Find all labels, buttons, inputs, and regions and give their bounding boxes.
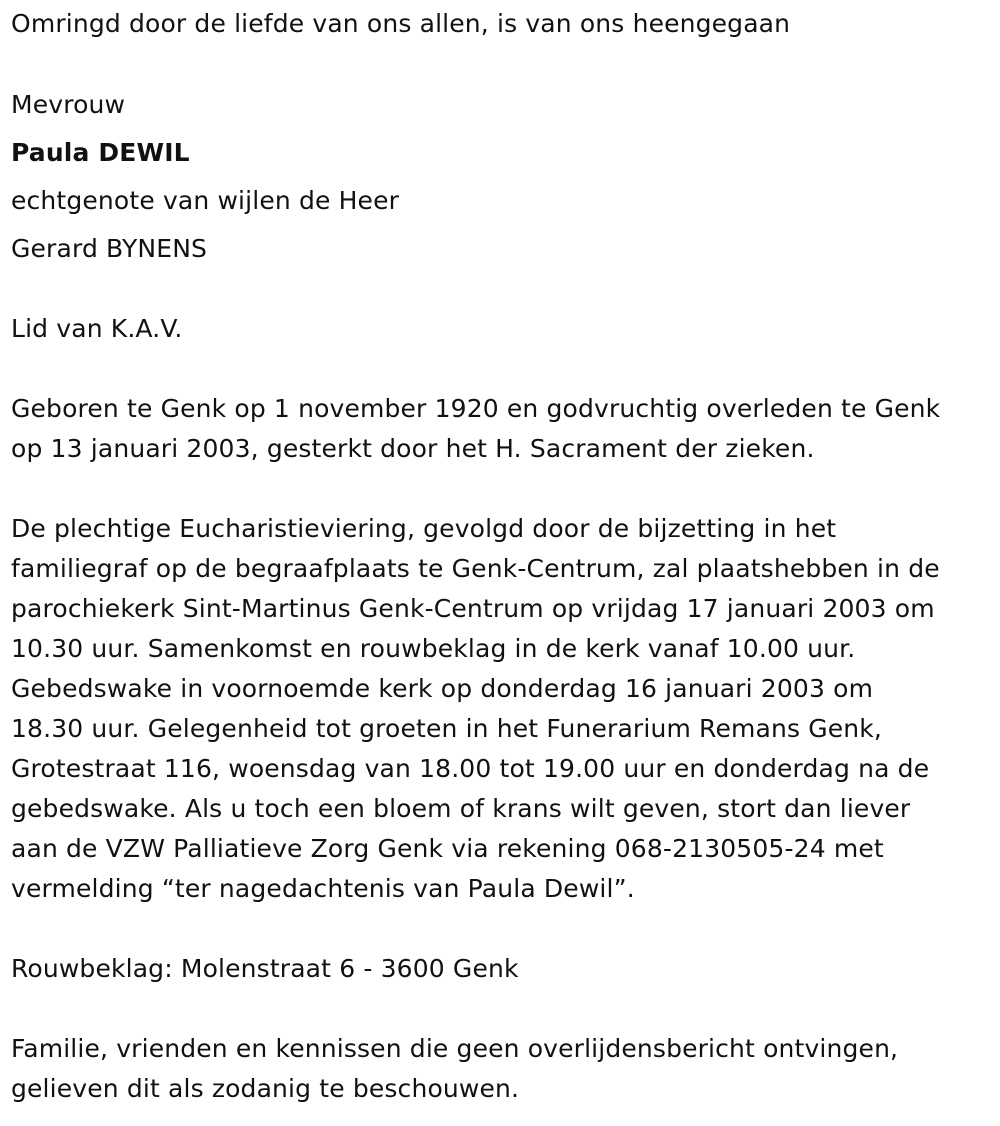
ceremony-line: aan de VZW Palliatieve Zorg Genk via rekening 068-2130505-24 met [11, 834, 884, 863]
ceremony-line: 18.30 uur. Gelegenheid tot groeten in het Funerarium Remans Genk, [11, 714, 882, 743]
ceremony-line: Grotestraat 116, woensdag van 18.00 tot 19.00 uur en donderdag na de [11, 754, 930, 783]
ceremony-line: Gebedswake in voornoemde kerk op donderdag 16 januari 2003 om [11, 674, 874, 703]
deceased-name: Paula DEWIL [11, 138, 190, 167]
ceremony-line: De plechtige Eucharistieviering, gevolgd door de bijzetting in het [11, 514, 837, 543]
ceremony-line: vermelding “ter nagedachtenis van Paula Dewil”. [11, 874, 635, 903]
condolence-address: Rouwbeklag: Molenstraat 6 - 3600 Genk [11, 954, 519, 983]
intro-text: Omringd door de liefde van ons allen, is van ons heengegaan [11, 9, 791, 38]
membership-text: Lid van K.A.V. [11, 314, 183, 343]
closing-line: gelieven dit als zodanig te beschouwen. [11, 1074, 520, 1103]
closing-line: Familie, vrienden en kennissen die geen overlijdensbericht ontvingen, [11, 1034, 899, 1063]
birth-death-line: Geboren te Genk op 1 november 1920 en godvruchtig overleden te Genk [11, 394, 941, 423]
relation-text: echtgenote van wijlen de Heer [11, 186, 400, 215]
ceremony-line: 10.30 uur. Samenkomst en rouwbeklag in de kerk vanaf 10.00 uur. [11, 634, 856, 663]
ceremony-line: familiegraf op de begraafplaats te Genk-Centrum, zal plaatshebben in de [11, 554, 940, 583]
salutation: Mevrouw [11, 90, 126, 119]
spouse-name: Gerard BYNENS [11, 234, 208, 263]
birth-death-line: op 13 januari 2003, gesterkt door het H. Sacrament der zieken. [11, 434, 815, 463]
ceremony-line: parochiekerk Sint-Martinus Genk-Centrum op vrijdag 17 januari 2003 om [11, 594, 935, 623]
ceremony-line: gebedswake. Als u toch een bloem of krans wilt geven, stort dan liever [11, 794, 911, 823]
